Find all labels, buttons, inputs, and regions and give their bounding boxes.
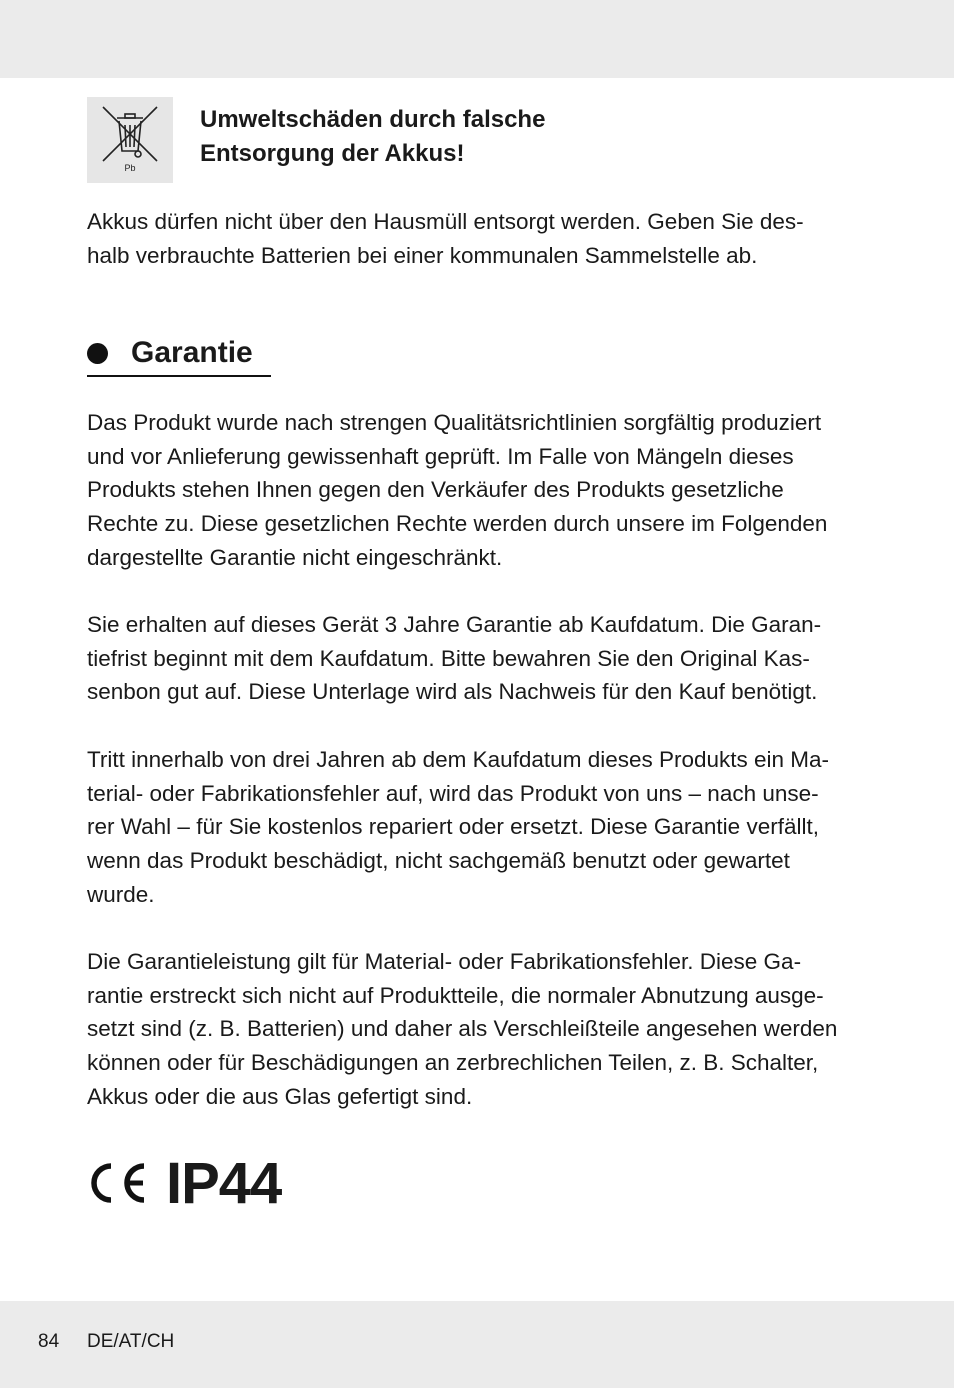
text-line: Rechte zu. Diese gesetzlichen Rechte werden durch unsere im Folgenden bbox=[87, 511, 828, 537]
pb-label: Pb bbox=[124, 163, 136, 173]
text-line: Produkts stehen Ihnen gegen den Verkäufer des Produkts gesetzliche bbox=[87, 477, 784, 503]
text-line: Akkus dürfen nicht über den Hausmüll entsorgt werden. Geben Sie des- bbox=[87, 209, 804, 234]
text-line: halb verbrauchte Batterien bei einer kommunalen Sammelstelle ab. bbox=[87, 242, 758, 268]
warning-title-line: Umweltschäden durch falsche bbox=[200, 106, 546, 133]
paragraph bbox=[87, 608, 821, 709]
text-line: Sie erhalten auf dieses Gerät 3 Jahre Garantie ab Kaufdatum. Die Garan- bbox=[87, 612, 822, 637]
page-number: 84 bbox=[38, 1331, 60, 1352]
section-title: Garantie bbox=[131, 336, 253, 369]
text-line: können oder für Beschädigungen an zerbrechlichen Teilen, z. B. Schalter, bbox=[87, 1050, 819, 1076]
text-line: Akkus oder die aus Glas gefertigt sind. bbox=[87, 1083, 473, 1109]
ce-mark-icon bbox=[87, 1160, 151, 1206]
region-label: DE/AT/CH bbox=[87, 1331, 175, 1352]
text-line: tiefrist beginnt mit dem Kaufdatum. Bitte bewahren Sie den Original Kas- bbox=[87, 645, 810, 671]
heading-underline bbox=[87, 375, 271, 377]
paragraph bbox=[87, 743, 829, 912]
text-line: rer Wahl – für Sie kostenlos repariert oder ersetzt. Diese Garantie verfällt, bbox=[87, 814, 819, 840]
text-line: rantie erstreckt sich nicht auf Produktteile, die normaler Abnutzung ausge- bbox=[87, 982, 824, 1008]
paragraph bbox=[87, 406, 827, 575]
text-line: wurde. bbox=[87, 881, 155, 907]
top-band bbox=[0, 0, 954, 78]
text-line: dargestellte Garantie nicht eingeschränkt. bbox=[87, 544, 503, 570]
bullet-icon bbox=[87, 343, 108, 364]
warning-title-line: Entsorgung der Akkus! bbox=[200, 140, 465, 167]
ip-rating: IP44 bbox=[166, 1151, 282, 1216]
paragraph bbox=[87, 945, 837, 1114]
text-line: setzt sind (z. B. Batterien) und daher als Verschleißteile angesehen werden bbox=[87, 1016, 838, 1042]
text-line: terial- oder Fabrikationsfehler auf, wird das Produkt von uns – nach unse- bbox=[87, 780, 819, 806]
text-line: senbon gut auf. Diese Unterlage wird als Nachweis für den Kauf benötigt. bbox=[87, 679, 818, 705]
text-line: Tritt innerhalb von drei Jahren ab dem Kaufdatum dieses Produkts ein Ma- bbox=[87, 747, 830, 772]
crossed-out-wheelie-bin-icon bbox=[87, 97, 173, 183]
text-line: wenn das Produkt beschädigt, nicht sachgemäß benutzt oder gewartet bbox=[87, 848, 790, 874]
warning-text bbox=[87, 205, 804, 272]
text-line: und vor Anlieferung gewissenhaft geprüft. Im Falle von Mängeln dieses bbox=[87, 443, 794, 469]
text-line: Die Garantieleistung gilt für Material- oder Fabrikationsfehler. Diese Ga- bbox=[87, 949, 802, 974]
text-line: Das Produkt wurde nach strengen Qualitätsrichtlinien sorgfältig produziert bbox=[87, 410, 822, 435]
warning-title bbox=[200, 103, 545, 171]
